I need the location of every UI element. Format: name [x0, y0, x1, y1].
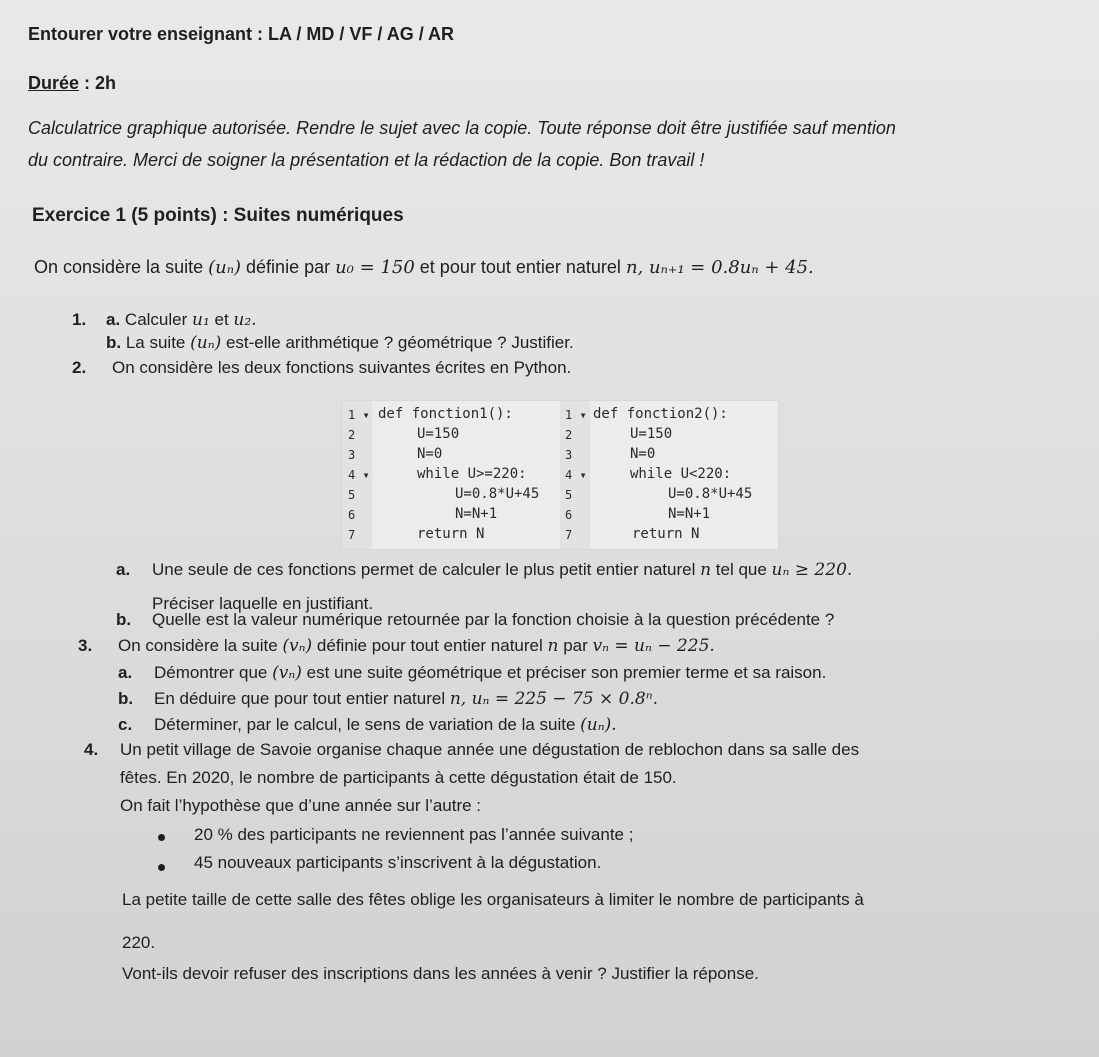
q1b-text-1: La suite: [121, 333, 191, 352]
q3-text-3: par: [558, 636, 593, 655]
q3a-label: a.: [118, 663, 133, 682]
q1a-math-u1: u₁: [192, 310, 210, 330]
q3c-math-un: (uₙ).: [580, 715, 617, 735]
intro-math-u0: u₀ = 150: [335, 257, 415, 278]
q2b-label: b.: [116, 610, 132, 629]
code-left-ln-6: 6: [348, 508, 356, 522]
q2b-text: Quelle est la valeur numérique retournée par la fonction choisie à la question précédente ?: [152, 610, 835, 629]
q3a-text-2: est une suite géométrique et préciser son premier terme et sa raison.: [301, 663, 827, 682]
code-right-line-5: U=0.8*U+45: [668, 486, 753, 502]
q1b-text-2: est-elle arithmétique ? géométrique ? Justifier.: [221, 333, 574, 352]
code-right-ln-7: 7: [565, 528, 573, 542]
code-right-line-1: def fonction2():: [593, 406, 728, 422]
q4-bullet-1: 20 % des participants ne reviennent pas l’année suivante ;: [194, 825, 634, 844]
q4-number: 4.: [84, 740, 99, 759]
bullet-dot-1: [158, 834, 165, 841]
teacher-prompt: Entourer votre enseignant : LA / MD / VF / AG / AR: [28, 24, 455, 44]
q4-line-6: Vont-ils devoir refuser des inscriptions dans les années à venir ? Justifier la réponse.: [122, 964, 759, 983]
q2a-label: a.: [116, 560, 131, 579]
q1b: [106, 333, 574, 353]
intro-math-un: (uₙ): [208, 257, 242, 278]
q3-math-definition: vₙ = uₙ − 225.: [592, 636, 715, 656]
q3-text-1: On considère la suite: [118, 636, 283, 655]
q1a-label: a.: [106, 310, 121, 329]
code-right-line-2: U=150: [630, 426, 673, 442]
code-right-ln-3: 3: [565, 448, 573, 462]
duration-label: Durée: [28, 73, 80, 93]
code-right-ln-1: 1 ▾: [565, 408, 587, 422]
q3-text-2: définie pour tout entier naturel: [312, 636, 548, 655]
duration-value: : 2h: [79, 73, 117, 93]
bullet-dot-2: [158, 864, 165, 871]
exercise-intro: [34, 257, 814, 278]
python-code-panel: [341, 400, 779, 550]
intro-math-recurrence: n, uₙ₊₁ = 0.8uₙ + 45.: [625, 257, 814, 278]
q3b-math-formula: n, uₙ = 225 − 75 × 0.8ⁿ.: [449, 689, 658, 709]
q2-text: On considère les deux fonctions suivantes écrites en Python.: [112, 358, 572, 377]
intro-text-3: et pour tout entier naturel: [414, 257, 626, 277]
q3a: [154, 663, 826, 683]
q3a-math-vn: (vₙ): [272, 663, 302, 683]
code-left-line-1: def fonction1():: [378, 406, 513, 422]
q3c: [154, 715, 617, 735]
q2a-line-1: [152, 560, 852, 580]
code-left-line-7: return N: [417, 526, 485, 542]
q1b-label: b.: [106, 333, 122, 352]
code-right-line-3: N=0: [630, 446, 656, 462]
intro-text-2: définie par: [241, 257, 336, 277]
q4-line-4: La petite taille de cette salle des fêtes oblige les organisateurs à limiter le nombre de participants à: [122, 890, 864, 909]
code-left-line-4: while U>=220:: [417, 466, 527, 482]
q4-line-1: Un petit village de Savoie organise chaque année une dégustation de reblochon dans sa salle des: [120, 740, 860, 759]
code-left-line-3: N=0: [417, 446, 443, 462]
q4-bullet-2: 45 nouveaux participants s’inscrivent à la dégustation.: [194, 853, 602, 872]
q1a-text-2: et: [209, 310, 234, 329]
q2a-text-1: Une seule de ces fonctions permet de calculer le plus petit entier naturel: [152, 560, 701, 579]
q1a: [106, 310, 257, 330]
q1-number: 1.: [72, 310, 87, 329]
q3b: [154, 689, 658, 709]
instructions-line-1: Calculatrice graphique autorisée. Rendre le sujet avec la copie. Toute réponse doit être justifiée sauf mention: [28, 118, 896, 138]
exercise-title: Exercice 1 (5 points) : Suites numériques: [32, 205, 404, 226]
intro-text-1: On considère la suite: [34, 257, 209, 277]
code-left-ln-2: 2: [348, 428, 356, 442]
code-left-ln-4: 4 ▾: [348, 468, 370, 482]
q3c-text-1: Déterminer, par le calcul, le sens de variation de la suite: [154, 715, 581, 734]
q3b-text-1: En déduire que pour tout entier naturel: [154, 689, 450, 708]
q2a-line-2: Préciser laquelle en justifiant.: [152, 594, 374, 613]
q3a-text-1: Démontrer que: [154, 663, 273, 682]
q1a-text: Calculer: [120, 310, 192, 329]
q2-number: 2.: [72, 358, 87, 377]
code-left-line-6: N=N+1: [455, 506, 498, 522]
code-left-ln-3: 3: [348, 448, 356, 462]
q2a-text-2: tel que: [711, 560, 772, 579]
code-left-ln-5: 5: [348, 488, 356, 502]
q3-number: 3.: [78, 636, 93, 655]
q4-line-5: 220.: [122, 933, 156, 952]
q3-intro: [118, 636, 715, 656]
code-right-ln-6: 6: [565, 508, 573, 522]
code-left-ln-7: 7: [348, 528, 356, 542]
q3c-label: c.: [118, 715, 133, 734]
q3-math-n: n: [547, 636, 559, 656]
duration-line: [28, 73, 116, 94]
code-left-ln-1: 1 ▾: [348, 408, 370, 422]
code-right-line-6: N=N+1: [668, 506, 711, 522]
code-left-line-5: U=0.8*U+45: [455, 486, 540, 502]
code-right-line-7: return N: [632, 526, 700, 542]
q1b-math-un: (uₙ): [190, 333, 222, 353]
code-left-line-2: U=150: [417, 426, 460, 442]
q3b-label: b.: [118, 689, 134, 708]
q2a-math-n: n: [700, 560, 712, 580]
code-right-ln-2: 2: [565, 428, 573, 442]
q3-math-vn: (vₙ): [282, 636, 313, 656]
q1a-math-u2: u₂.: [233, 310, 257, 330]
code-right-line-4: while U<220:: [630, 466, 732, 482]
q4-line-2: fêtes. En 2020, le nombre de participants à cette dégustation était de 150.: [120, 768, 677, 787]
q4-line-3: On fait l’hypothèse que d’une année sur l’autre :: [120, 796, 482, 815]
q2a-math-inequality: uₙ ≥ 220.: [771, 560, 853, 580]
instructions-line-2: du contraire. Merci de soigner la présentation et la rédaction de la copie. Bon travail !: [28, 150, 705, 170]
code-right-ln-5: 5: [565, 488, 573, 502]
code-right-ln-4: 4 ▾: [565, 468, 587, 482]
